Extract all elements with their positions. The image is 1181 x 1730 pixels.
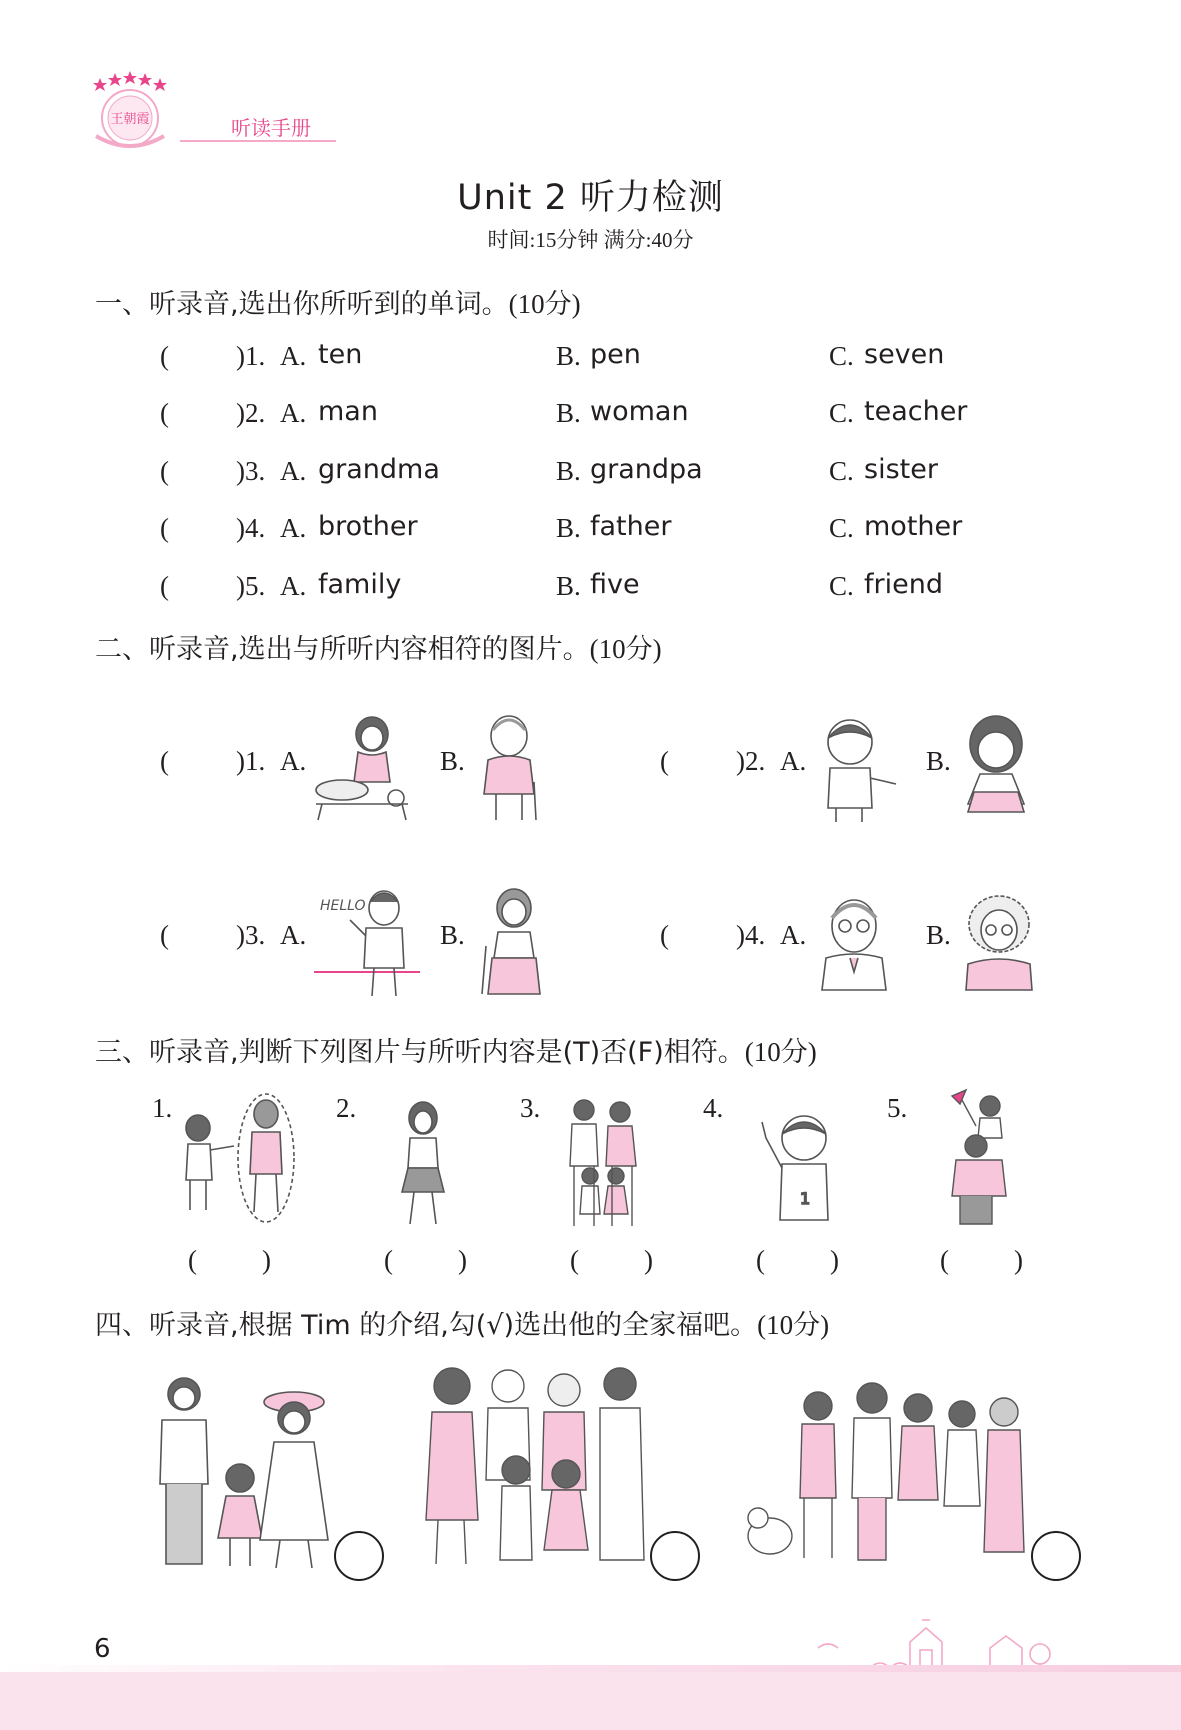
answer-paren-open: ( bbox=[160, 398, 169, 428]
option-letter-b: B. bbox=[440, 746, 465, 776]
option-letter-b: B. bbox=[556, 341, 581, 371]
option-b-word: woman bbox=[590, 396, 689, 427]
option-letter-a: A. bbox=[280, 398, 307, 428]
question-number: )5. bbox=[236, 571, 266, 601]
boy-pointing-illustration bbox=[812, 712, 898, 822]
item-number: 3. bbox=[520, 1093, 541, 1123]
grandma-with-cane-illustration bbox=[478, 886, 544, 996]
section-3-heading bbox=[95, 1030, 817, 1069]
option-letter-a: A. bbox=[280, 920, 307, 950]
option-letter-b: B. bbox=[926, 920, 951, 950]
option-letter-b: B. bbox=[556, 571, 581, 601]
section-3-title: 三、听录音,判断下列图片与所听内容是(T)否(F)相符。 bbox=[95, 1037, 745, 1068]
option-b-word: five bbox=[590, 569, 640, 600]
child-and-grandma-illustration bbox=[176, 1090, 298, 1224]
option-c-word: mother bbox=[864, 511, 963, 542]
question-number: )2. bbox=[736, 746, 766, 776]
answer-paren-open: ( bbox=[160, 746, 169, 776]
grandpa-illustration bbox=[476, 712, 542, 822]
option-letter-b: B. bbox=[440, 920, 465, 950]
page-title: Unit 2 听力检测 bbox=[457, 178, 724, 218]
answer-paren-open: ( bbox=[384, 1245, 393, 1275]
option-letter-a: A. bbox=[280, 571, 307, 601]
option-letter-c: C. bbox=[829, 513, 854, 543]
answer-paren-open: ( bbox=[940, 1245, 949, 1275]
check-circle-option-1[interactable] bbox=[334, 1531, 384, 1581]
question-number: )1. bbox=[236, 746, 266, 776]
boy-waving-illustration bbox=[756, 1108, 848, 1222]
option-letter-a: A. bbox=[780, 746, 807, 776]
option-c-word: friend bbox=[864, 569, 943, 600]
section-3-points: (10分) bbox=[744, 1037, 817, 1067]
option-letter-b: B. bbox=[556, 513, 581, 543]
answer-paren-close: ) bbox=[644, 1245, 653, 1275]
question-number: )4. bbox=[236, 513, 266, 543]
teacher-at-board-illustration bbox=[314, 886, 420, 996]
question-number: )1. bbox=[236, 341, 266, 371]
section-2-heading bbox=[95, 627, 662, 666]
answer-paren-close: ) bbox=[830, 1245, 839, 1275]
option-letter-a: A. bbox=[280, 513, 307, 543]
question-number: )3. bbox=[236, 920, 266, 950]
check-circle-option-3[interactable] bbox=[1031, 1531, 1081, 1581]
option-letter-a: A. bbox=[280, 341, 307, 371]
question-number: )3. bbox=[236, 456, 266, 486]
item-number: 2. bbox=[336, 1093, 357, 1123]
answer-paren-open: ( bbox=[160, 920, 169, 950]
answer-paren-close: ) bbox=[262, 1245, 271, 1275]
answer-paren-close: ) bbox=[1014, 1245, 1023, 1275]
family-photo-option-2 bbox=[424, 1360, 656, 1574]
family-group-illustration bbox=[562, 1096, 646, 1230]
woman-cooking-illustration bbox=[312, 712, 422, 822]
father-with-child-on-shoulders-illustration bbox=[936, 1086, 1026, 1228]
check-circle-option-2[interactable] bbox=[650, 1531, 700, 1581]
option-a-word: family bbox=[318, 569, 402, 600]
option-letter-b: B. bbox=[926, 746, 951, 776]
answer-paren-open: ( bbox=[660, 746, 669, 776]
option-letter-a: A. bbox=[280, 456, 307, 486]
option-letter-c: C. bbox=[829, 341, 854, 371]
answer-paren-open: ( bbox=[160, 456, 169, 486]
woman-skirt-illustration bbox=[388, 1096, 458, 1228]
answer-paren-open: ( bbox=[160, 571, 169, 601]
answer-paren-open: ( bbox=[160, 341, 169, 371]
section-4-title: 四、听录音,根据 Tim 的介绍,勾(√)选出他的全家福吧。 bbox=[95, 1310, 758, 1341]
section-4-points: (10分) bbox=[757, 1310, 830, 1340]
option-b-word: father bbox=[590, 511, 672, 542]
option-letter-c: C. bbox=[829, 398, 854, 428]
publisher-logo bbox=[86, 70, 174, 150]
page-number: 6 bbox=[94, 1634, 111, 1664]
board-hello-text: HELLO bbox=[320, 898, 366, 914]
family-photo-option-1 bbox=[148, 1368, 340, 1574]
section-1-points: (10分) bbox=[508, 289, 581, 319]
grandma-curly-hair-illustration bbox=[962, 892, 1036, 992]
option-b-word: grandpa bbox=[590, 454, 703, 485]
answer-paren-close: ) bbox=[458, 1245, 467, 1275]
item-number: 4. bbox=[703, 1093, 724, 1123]
option-b-word: pen bbox=[590, 339, 641, 370]
section-2-title: 二、听录音,选出与所听内容相符的图片。 bbox=[95, 634, 590, 665]
option-letter-b: B. bbox=[556, 456, 581, 486]
question-number: )2. bbox=[236, 398, 266, 428]
answer-paren-open: ( bbox=[660, 920, 669, 950]
option-c-word: teacher bbox=[864, 396, 968, 427]
option-a-word: ten bbox=[318, 339, 363, 370]
section-1-title: 一、听录音,选出你所听到的单词。 bbox=[95, 289, 509, 320]
section-4-heading bbox=[95, 1303, 829, 1342]
grandpa-glasses-illustration bbox=[818, 892, 890, 992]
answer-paren-open: ( bbox=[188, 1245, 197, 1275]
svg-text:1: 1 bbox=[800, 1189, 811, 1208]
option-c-word: sister bbox=[864, 454, 938, 485]
option-a-word: brother bbox=[318, 511, 418, 542]
option-c-word: seven bbox=[864, 339, 945, 370]
option-letter-b: B. bbox=[556, 398, 581, 428]
item-number: 5. bbox=[887, 1093, 908, 1123]
option-letter-c: C. bbox=[829, 456, 854, 486]
option-letter-a: A. bbox=[780, 920, 807, 950]
answer-paren-open: ( bbox=[756, 1245, 765, 1275]
answer-paren-open: ( bbox=[160, 513, 169, 543]
item-number: 1. bbox=[152, 1093, 173, 1123]
option-a-word: man bbox=[318, 396, 378, 427]
header-label: 听读手册 bbox=[231, 116, 311, 140]
section-2-points: (10分) bbox=[589, 634, 662, 664]
page-subtitle: 时间:15分钟 满分:40分 bbox=[487, 228, 694, 252]
question-number: )4. bbox=[736, 920, 766, 950]
answer-paren-open: ( bbox=[570, 1245, 579, 1275]
svg-text:王朝霞: 王朝霞 bbox=[110, 112, 150, 127]
section-1-heading bbox=[95, 282, 581, 321]
family-photo-option-3 bbox=[740, 1382, 1030, 1574]
footer-gradient-line bbox=[0, 1665, 1181, 1672]
option-letter-c: C. bbox=[829, 571, 854, 601]
girl-illustration bbox=[958, 712, 1034, 822]
header-divider bbox=[180, 140, 336, 142]
option-letter-a: A. bbox=[280, 746, 307, 776]
footer-band bbox=[0, 1672, 1181, 1730]
option-a-word: grandma bbox=[318, 454, 440, 485]
